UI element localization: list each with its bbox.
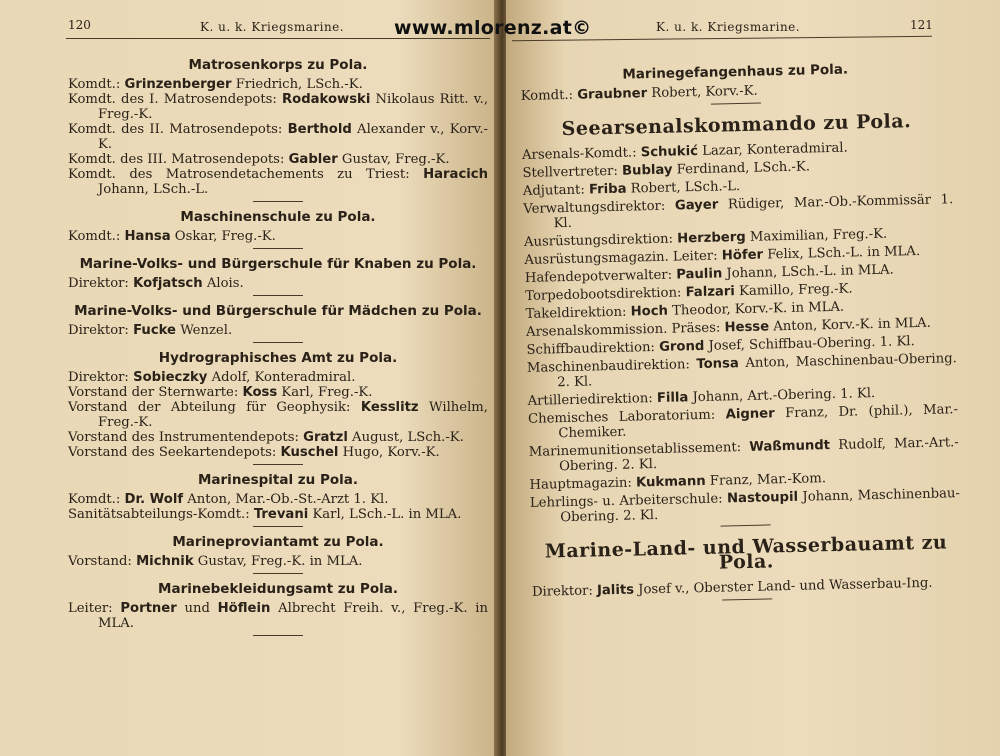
section-heading: Marinebekleidungsamt zu Pola. bbox=[158, 581, 398, 597]
entry-details: Johann, LSch.-L. in MLA. bbox=[722, 262, 894, 282]
entry-details: Friedrich, LSch.-K. bbox=[231, 77, 363, 92]
entry-details: Johann, LSch.-L. bbox=[98, 182, 209, 197]
entry-role: Torpedobootsdirektion: bbox=[525, 285, 686, 304]
entry-details: Alexander v., Korv.-K. bbox=[98, 122, 488, 152]
entry-role: Marinemunitionsetablissement: bbox=[528, 439, 750, 460]
entry-role: Hauptmagazin: bbox=[529, 475, 637, 493]
entry-name: Hesse bbox=[724, 319, 770, 336]
entry-name: Hoch bbox=[630, 303, 669, 320]
entry-name: Schukić bbox=[640, 143, 699, 161]
entry-role: Komdt.: bbox=[520, 87, 578, 104]
entry-name: Portner bbox=[120, 601, 177, 616]
entry-role: Komdt.: bbox=[68, 492, 125, 507]
directory-entry bbox=[68, 167, 488, 197]
watermark: www.mlorenz.at© bbox=[394, 17, 592, 39]
entry-name: Sobieczky bbox=[133, 370, 208, 385]
entry-details: Maximilian, Freg.-K. bbox=[745, 226, 888, 245]
entry-role: Lehrlings- u. Arbeiterschule: bbox=[529, 491, 728, 511]
directory-entry bbox=[68, 430, 488, 445]
directory-entry bbox=[68, 229, 488, 244]
section-heading-large: Marine-Land- und Wasserbauamt zu Pola. bbox=[544, 531, 948, 574]
entry-name: Fucke bbox=[133, 323, 176, 338]
entry-name: Graubner bbox=[577, 86, 648, 103]
section-heading: Marinespital zu Pola. bbox=[197, 472, 359, 488]
entry-name: Kesslitz bbox=[360, 400, 419, 415]
entry-role: Vorstand der Sternwarte: bbox=[68, 385, 243, 400]
entry-name: Falzari bbox=[685, 284, 736, 301]
entry-name: Friba bbox=[588, 181, 627, 198]
entry-details: Wenzel. bbox=[176, 323, 233, 338]
entry-name: Kukmann bbox=[635, 473, 706, 491]
section-divider bbox=[253, 635, 303, 636]
entry-name: Kuschel bbox=[280, 445, 339, 460]
page-number: 120 bbox=[68, 18, 91, 32]
entry-role: Komdt. des II. Matrosendepots: bbox=[68, 122, 288, 137]
entry-name: Koss bbox=[242, 385, 278, 400]
entry-details: Karl, Freg.-K. bbox=[277, 385, 373, 400]
entry-name: Grond bbox=[658, 338, 705, 355]
entry-name: Waßmundt bbox=[749, 438, 831, 455]
directory-entry bbox=[530, 486, 961, 526]
entry-details: Gustav, Freg.-K. bbox=[337, 152, 450, 167]
entry-details: Franz, Mar.-Kom. bbox=[705, 471, 827, 489]
entry-role: Stellvertreter: bbox=[522, 163, 623, 181]
entry-details: Rüdiger, Mar.-Ob.-Kommissär 1. Kl. bbox=[553, 192, 954, 232]
section-heading: Hydrographisches Amt zu Pola. bbox=[158, 350, 398, 366]
entry-details: Theodor, Korv.-K. in MLA. bbox=[667, 299, 845, 319]
entry-details: Robert, Korv.-K. bbox=[646, 83, 758, 102]
entry-details: Oskar, Freg.-K. bbox=[170, 229, 276, 244]
section-divider bbox=[253, 248, 303, 249]
entry-role: Schiffbaudirektion: bbox=[526, 339, 660, 358]
entry-role: Komdt. des I. Matrosendepots: bbox=[68, 92, 282, 107]
section-heading: Marinegefangenhaus zu Pola. bbox=[622, 61, 849, 83]
entry-name: Herzberg bbox=[677, 229, 746, 247]
entry-name: Grinzenberger bbox=[124, 77, 232, 92]
entry-role: Direktor: bbox=[68, 323, 134, 338]
entry-role: Leiter: bbox=[68, 601, 121, 616]
entry-name: Höflein bbox=[217, 601, 271, 616]
entry-role: Komdt.: bbox=[68, 229, 125, 244]
entry-details: Nikolaus Ritt. v., Freg.-K. bbox=[98, 92, 489, 122]
right-page-content bbox=[520, 54, 962, 613]
entry-role: Direktor: bbox=[531, 583, 598, 600]
entry-name: Michnik bbox=[136, 554, 194, 569]
entry-name: Filla bbox=[656, 390, 689, 406]
entry-name: Trevani bbox=[253, 507, 309, 522]
directory-entry bbox=[68, 385, 488, 400]
entry-details: Johann, Maschinenbau-Obering. 2. Kl. bbox=[560, 486, 961, 526]
entry-details: Josef, Schiffbau-Obering. 1. Kl. bbox=[704, 334, 915, 354]
directory-entry bbox=[68, 507, 488, 522]
section-divider bbox=[722, 598, 772, 600]
entry-details: Alois. bbox=[202, 276, 244, 291]
entry-details: Anton, Korv.-K. in MLA. bbox=[768, 315, 931, 335]
entry-role: Direktor: bbox=[68, 276, 134, 291]
page-number: 121 bbox=[910, 18, 933, 32]
entry-role: Vorstand der Abteilung für Geophysik: bbox=[68, 400, 361, 415]
left-page bbox=[0, 0, 498, 756]
entry-details: Adolf, Konteradmiral. bbox=[207, 370, 356, 385]
section-divider bbox=[253, 342, 303, 343]
directory-entry bbox=[532, 575, 962, 600]
entry-role: Ausrüstungsdirektion: bbox=[523, 231, 678, 250]
entry-details: Franz, Dr. (phil.), Mar.-Chemiker. bbox=[558, 402, 959, 442]
section-divider bbox=[253, 526, 303, 527]
section-divider bbox=[253, 573, 303, 574]
right-page bbox=[506, 0, 1000, 756]
section-divider bbox=[253, 295, 303, 296]
section-divider bbox=[253, 201, 303, 202]
entry-name: Dr. Wolf bbox=[124, 492, 184, 507]
entry-name: Gratzl bbox=[303, 430, 348, 445]
entry-name: Paulin bbox=[676, 266, 723, 283]
entry-role: Sanitätsabteilungs-Komdt.: bbox=[68, 507, 254, 522]
entry-name: Rodakowski bbox=[281, 92, 371, 107]
entry-name: Jalits bbox=[596, 582, 635, 599]
entry-role: Vorstand: bbox=[68, 554, 137, 569]
entry-name: Aigner bbox=[725, 406, 775, 423]
entry-name: Haracich bbox=[423, 167, 488, 182]
entry-name: Gabler bbox=[288, 152, 338, 167]
entry-role: Ausrüstungsmagazin. Leiter: bbox=[524, 248, 722, 268]
entry-role: Komdt. des Matrosendetachements zu Triest: bbox=[68, 167, 424, 182]
entry-role: Arsenalskommission. Präses: bbox=[525, 320, 725, 340]
directory-entry bbox=[68, 554, 488, 569]
entry-name: Gayer bbox=[674, 197, 719, 214]
left-page-content bbox=[68, 52, 488, 644]
entry-details: Wilhelm, Freg.-K. bbox=[98, 400, 488, 430]
entry-name: Höfer bbox=[721, 247, 764, 264]
entry-details: und bbox=[176, 601, 210, 616]
entry-details: Anton, Maschinenbau-Obering. 2. Kl. bbox=[557, 351, 957, 391]
entry-details: Albrecht Freih. v., Freg.-K. in MLA. bbox=[98, 601, 488, 631]
directory-entry bbox=[68, 492, 488, 507]
entry-role: Adjutant: bbox=[522, 182, 590, 199]
entry-details: Hugo, Korv.-K. bbox=[338, 445, 440, 460]
section-heading: Marine-Volks- und Bürgerschule für Mädchen zu Pola. bbox=[74, 303, 482, 319]
entry-details: Rudolf, Mar.-Art.-Obering. 2. Kl. bbox=[558, 435, 959, 475]
entry-name: Kofjatsch bbox=[133, 276, 203, 291]
entry-role: Maschinenbaudirektion: bbox=[526, 357, 697, 376]
entry-role: Chemisches Laboratorium: bbox=[527, 407, 726, 427]
entry-details: Karl, LSch.-L. in MLA. bbox=[308, 507, 462, 522]
entry-role: Vorstand des Seekartendepots: bbox=[68, 445, 281, 460]
entry-details: Ferdinand, LSch.-K. bbox=[672, 159, 811, 178]
section-heading: Matrosenkorps zu Pola. bbox=[188, 57, 368, 73]
section-heading: Maschinenschule zu Pola. bbox=[180, 209, 376, 225]
section-heading: Marine-Volks- und Bürgerschule für Knaben zu Pola. bbox=[79, 256, 477, 272]
entry-role: Vorstand des Instrumentendepots: bbox=[68, 430, 304, 445]
entry-role: Direktor: bbox=[68, 370, 134, 385]
entry-role: Hafendepotverwalter: bbox=[524, 267, 677, 286]
section-heading: Marineproviantamt zu Pola. bbox=[172, 534, 384, 550]
running-head: K. u. k. Kriegsmarine. bbox=[200, 20, 345, 34]
section-divider bbox=[711, 103, 761, 105]
entry-details: August, LSch.-K. bbox=[347, 430, 464, 445]
entry-details: Felix, LSch.-L. in MLA. bbox=[762, 243, 921, 263]
directory-entry bbox=[68, 445, 488, 460]
entry-name: Hansa bbox=[124, 229, 171, 244]
directory-entry bbox=[68, 276, 488, 291]
entry-name: Berthold bbox=[287, 122, 352, 137]
entry-role: Komdt. des III. Matrosendepots: bbox=[68, 152, 289, 167]
entry-role: Artilleriedirektion: bbox=[527, 390, 658, 409]
entry-details: Gustav, Freg.-K. in MLA. bbox=[193, 554, 363, 569]
entry-name: Bublay bbox=[621, 162, 673, 179]
entry-details: Anton, Mar.-Ob.-St.-Arzt 1. Kl. bbox=[183, 492, 389, 507]
directory-entry bbox=[68, 122, 488, 152]
section-heading-large: Seearsenalskommando zu Pola. bbox=[561, 110, 912, 141]
directory-entry bbox=[68, 400, 488, 430]
directory-entry bbox=[68, 152, 488, 167]
entry-details: Kamillo, Freg.-K. bbox=[734, 281, 853, 300]
entry-details: Josef v., Oberster Land- und Wasserbau-Ing. bbox=[633, 575, 933, 598]
directory-entry bbox=[68, 323, 488, 338]
entry-name: Nastoupil bbox=[726, 489, 799, 507]
entry-name: Tonsa bbox=[696, 356, 740, 373]
entry-role: Komdt.: bbox=[68, 77, 125, 92]
section-divider bbox=[253, 464, 303, 465]
entry-role: Arsenals-Komdt.: bbox=[521, 145, 641, 163]
entry-details: Johann, Art.-Obering. 1. Kl. bbox=[688, 386, 876, 406]
entry-role: Verwaltungsdirektor: bbox=[523, 198, 676, 217]
running-head: K. u. k. Kriegsmarine. bbox=[656, 20, 801, 34]
entry-role: Takeldirektion: bbox=[525, 304, 631, 322]
entry-details: Lazar, Konteradmiral. bbox=[697, 140, 848, 159]
directory-entry bbox=[68, 601, 488, 631]
directory-entry bbox=[68, 77, 488, 92]
directory-entry bbox=[68, 370, 488, 385]
entry-details: Robert, LSch.-L. bbox=[626, 179, 741, 197]
section-divider bbox=[721, 524, 771, 526]
directory-entry bbox=[68, 92, 488, 122]
